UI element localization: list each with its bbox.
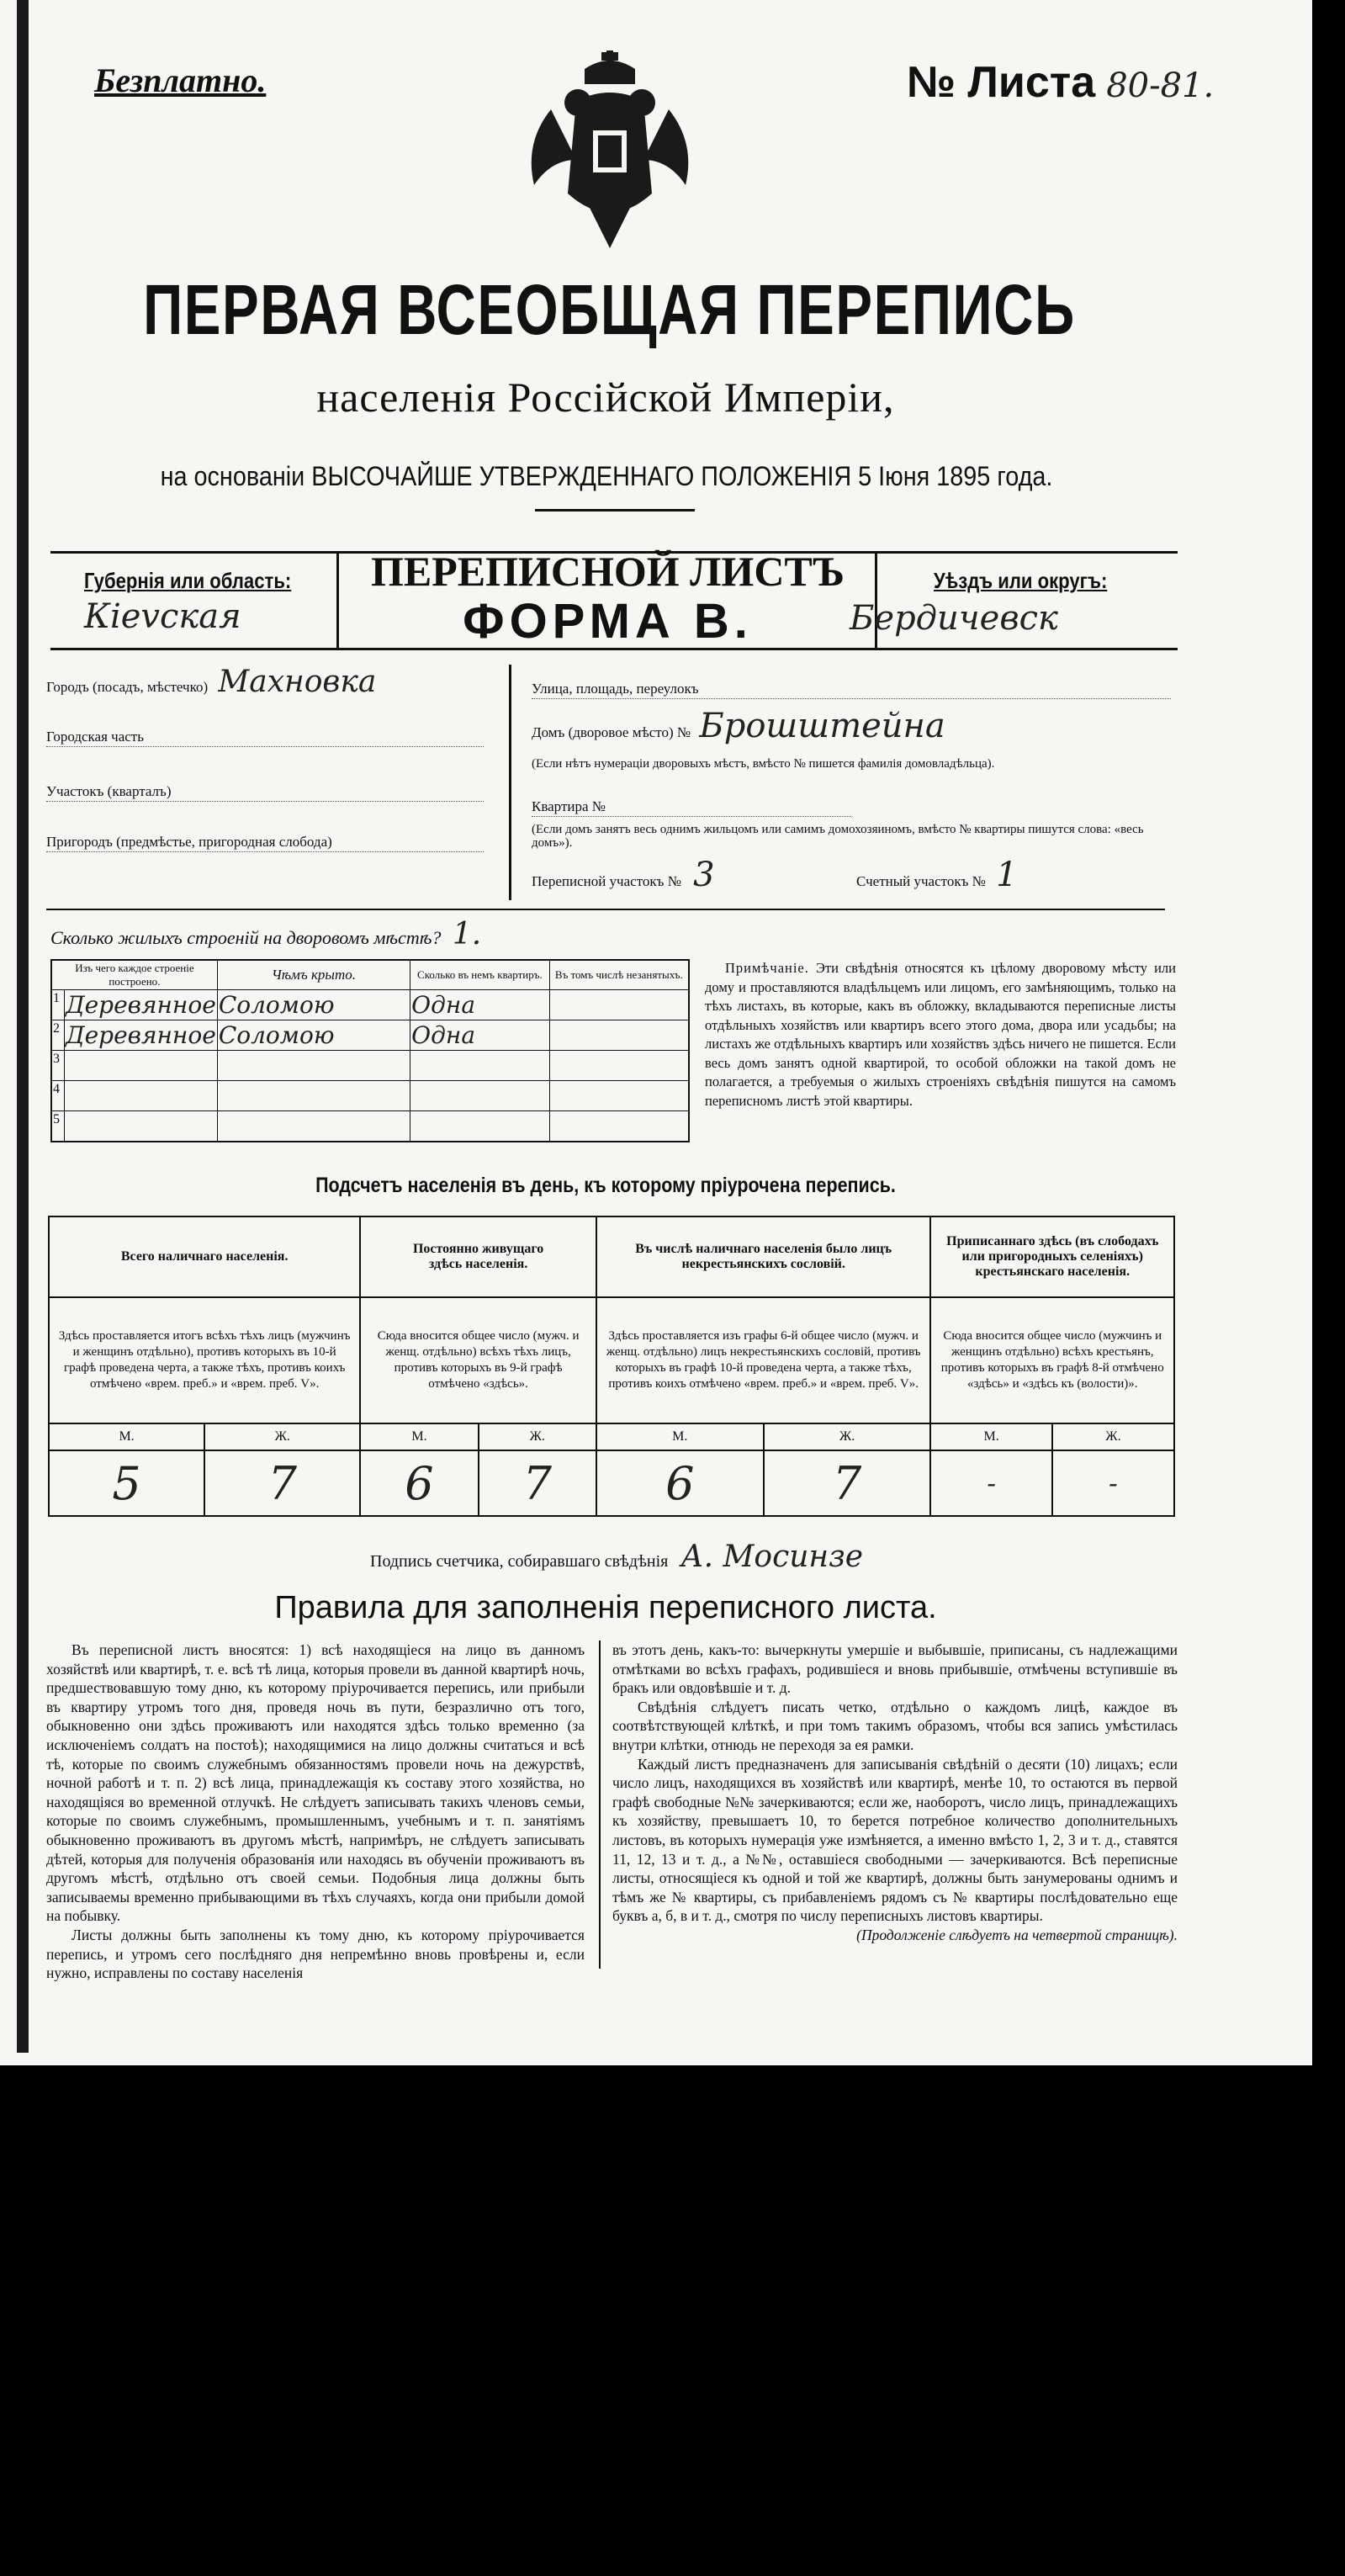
pop-header-peasant: Приписаннаго здѣсь (въ слободахъ или пригородныхъ селеніяхъ) крестьянскаго населенія. (930, 1216, 1174, 1297)
building-material (64, 1051, 217, 1081)
uezd-label: Уѣздъ или округъ: (934, 568, 1108, 593)
rules-paragraph: Листы должны быть заполнены къ тому дню, къ которому пріурочивается перепись, и утромъ сего послѣдняго дня непремѣнно вновь провѣрены и, если нужно, исправлены по составу населенія (46, 1926, 585, 1982)
pop-desc-permanent: Сюда вносится общее число (мужч. и женщ. отдѣльно) всѣхъ тѣхъ лицъ, противъ которыхъ въ 9-й графѣ отмѣчено «здѣсь». (360, 1297, 596, 1423)
buildings-table (50, 959, 690, 1142)
population-table (48, 1216, 1175, 1517)
building-material (64, 1081, 217, 1111)
building-apartments: Одна (410, 1020, 549, 1051)
buildings-header-vacant: Въ томъ числѣ незанятыхъ. (549, 960, 689, 990)
rules-title: Правила для заполненія переписного листа. (274, 1590, 937, 1625)
uezd-value: Бердичевск (850, 599, 1058, 638)
rules-paragraph: Въ переписной листъ вносятся: 1) всѣ находящіеся на лицо въ данномъ хозяйствѣ или квартирѣ, т. е. всѣ тѣ лица, которыя провели въ данной квартирѣ ночь, предшествовавшую тому дню, къ которому пріурочивается перепись, или прибыли въ квартиру утромъ того дня, проведя ночь въ пути, безразлично отъ того, обыкновенно они здѣсь проживаютъ или находятся здѣсь только временно (за исключеніемъ солдатъ на постоѣ); находящимися на лицо должны считаться и всѣ тѣ, которые по своимъ служебнымъ обязанностямъ провели ночь на дежурствѣ, ночной работѣ и т. п. 2) всѣ лица, принадлежащія къ составу этого хозяйства, но находящіяся во временной отлучкѣ. Не слѣдуетъ записывать такихъ членовъ семьи, которые по своимъ служебнымъ, промышленнымъ, учебнымъ и т. п. занятіямъ обыкновенно проживаютъ въ другомъ мѣстѣ, напримѣръ, не слѣдуетъ записывать дѣтей, которыя для полученія образованія или находясь въ обученіи проживаютъ въ другомъ мѣстѣ, отдѣльно отъ своей семьи. Подобныя лица должны быть записываемы временно прибывающими въ тѣхъ случаяхъ, когда они прибыли домой на побывку. (46, 1641, 585, 1925)
street-field (532, 680, 1171, 699)
census-section-field (532, 856, 851, 894)
counter-signature (370, 1540, 863, 1574)
building-vacant (549, 1020, 689, 1051)
house-note: (Если нѣтъ нумераціи дворовыхъ мѣстъ, вмѣсто № пишется фамилія домовладѣльца). (532, 757, 995, 771)
buildings-header-apartments: Сколько въ немъ квартиръ. (410, 960, 549, 990)
building-material (64, 1111, 217, 1142)
sheet-number (907, 57, 1214, 108)
list-title: ПЕРЕПИСНОЙ ЛИСТЪ (370, 548, 845, 595)
building-apartments: Одна (410, 990, 549, 1020)
peasant-male: - (930, 1450, 1051, 1516)
prigorod-label: Пригородъ (предмѣстье, пригородная слобода) (46, 834, 332, 850)
buildings-note (705, 959, 1176, 1110)
table-row (51, 1051, 689, 1081)
pop-desc-total: Здѣсь проставляется итогъ всѣхъ тѣхъ лицъ (мужчинъ и женщинъ отдѣльно), противъ которыхъ въ 10-й графѣ проведена черта, а также тѣхъ, противъ коихъ отмѣчено «врем. преб.» и «врем. преб. V». (49, 1297, 360, 1423)
apartment-field (532, 798, 851, 817)
free-label: Безплатно. (94, 61, 267, 99)
uchastok-field (46, 782, 484, 802)
signature-value: А. Мосинзе (680, 1540, 864, 1574)
buildings-header-material: Изъ чего каждое строеніе построено. (51, 960, 217, 990)
rules-left-column (46, 1640, 585, 1983)
city-value: Махновка (218, 665, 377, 699)
buildings-question-text: Сколько жилыхъ строеній на дворовомъ мѣстѣ? (50, 927, 442, 948)
f-label: Ж. (1052, 1423, 1174, 1450)
m-label: М. (360, 1423, 478, 1450)
note-body: Эти свѣдѣнія относятся къ цѣлому дворовому мѣсту или дому и проставляются владѣльцемъ или лицомъ, его замѣняющимъ, только на тѣхъ листахъ, въ которые, какъ въ обложку, вкладываются переписные листы отдѣльныхъ хозяйствъ или квартиръ всего этого дома, двора или усадьбы; на листахъ же отдѣльныхъ квартиръ или хозяйствъ здѣсь ничего не пишется. Если весь домъ занятъ одной квартирой, то особой обложки на такой домъ не полагается, а требуемыя о жилыхъ строеніяхъ свѣдѣнія пишутся на самомъ переписномъ листѣ этой квартиры. (705, 960, 1176, 1109)
row-number: 4 (51, 1081, 64, 1111)
count-section-value: 1 (996, 856, 1018, 894)
buildings-header-roof: Чѣмъ крыто. (217, 960, 410, 990)
page-title: ПЕРВАЯ ВСЕОБЩАЯ ПЕРЕПИСЬ (143, 270, 1076, 349)
m-label: М. (596, 1423, 764, 1450)
building-roof (217, 1111, 410, 1142)
building-roof (217, 1081, 410, 1111)
building-roof (217, 1051, 410, 1081)
table-row (51, 1020, 689, 1051)
pop-header-permanent: Постоянно живущаго здѣсь населенія. (360, 1216, 596, 1297)
district-field (46, 728, 484, 747)
rules-right-column (612, 1640, 1178, 1945)
count-section-field (856, 856, 1176, 894)
rules-paragraph: Каждый листъ предназначенъ для записыванія свѣдѣній о десяти (10) лицахъ; если число лицъ, находящихся въ хозяйствѣ или квартирѣ, менѣе 10, то остаются въ первой графѣ свободные №№ зачеркиваются; если же, наоборотъ, число лицъ, принадлежащихъ къ хозяйству, превышаетъ 10, то берется потребное количество дополнительныхъ листовъ, въ которыхъ нумерація уже измѣняется, а именно вмѣсто 1, 2, 3 и т. д., ставятся 11, 12, 13 и т. д., а №№, оставшіеся свободными — зачеркиваются. Всѣ переписные листы, относящіеся къ одной и той же квартирѣ, должны быть занумерованы однимъ и тѣмъ же № квартиры, съ прибавленіемъ рядомъ съ № квартиры послѣдовательно еще буквъ а, б, в и т. д., смотря по числу переписныхъ листовъ квартиры. (612, 1755, 1178, 1925)
uchastok-label: Участокъ (кварталъ) (46, 783, 172, 799)
building-vacant (549, 1081, 689, 1111)
house-label: Домъ (дворовое мѣсто) № (532, 724, 691, 740)
street-label: Улица, площадь, переулокъ (532, 681, 699, 697)
f-label: Ж. (479, 1423, 596, 1450)
row-number: 2 (51, 1020, 64, 1051)
building-roof: Соломою (217, 990, 410, 1020)
row-number: 3 (51, 1051, 64, 1081)
table-row (51, 1081, 689, 1111)
table-row (51, 990, 689, 1020)
pop-header-total: Всего наличнаго населенія. (49, 1216, 360, 1297)
row-number: 5 (51, 1111, 64, 1142)
rules-paragraph: въ этотъ день, какъ-то: вычеркнуты умершіе и выбывшіе, приписаны, съ надлежащими отмѣтками во всѣхъ графахъ, родившіеся и вновь прибывшіе, отмѣчены вступившіе въ бракъ или овдовѣвшіе и т. д. (612, 1641, 1178, 1697)
count-section-label: Счетный участокъ № (856, 873, 986, 889)
pop-desc-nonpeasant: Здѣсь проставляется изъ графы 6-й общее число (мужч. и женщ. отдѣльно) лицъ некрестьянскихъ сословій, противъ которыхъ въ графѣ 10-й проведена черта, а также тѣхъ, противъ коихъ отмѣчено «врем. преб.» и «врем. преб. V». (596, 1297, 931, 1423)
rules-continued: (Продолженіе слѣдуетъ на четвертой страницѣ). (856, 1926, 1178, 1943)
buildings-question (50, 917, 481, 951)
building-apartments (410, 1081, 549, 1111)
population-title: Подсчетъ населенія въ день, къ которому пріурочена перепись. (315, 1174, 896, 1197)
legal-basis: на основаніи ВЫСОЧАЙШЕ УТВЕРЖДЕННАГО ПОЛОЖЕНІЯ 5 Іюня 1895 года. (160, 461, 1053, 491)
double-headed-eagle-icon (517, 50, 702, 252)
form-name: ФОРМА В. (463, 594, 753, 649)
sheet-number-value: 80-81. (1106, 66, 1215, 105)
house-field (532, 707, 1171, 745)
m-label: М. (930, 1423, 1051, 1450)
total-female: 7 (204, 1450, 360, 1516)
note-title: Примѣчаніе. (725, 960, 809, 976)
buildings-answer: 1. (452, 917, 482, 951)
table-row (51, 1111, 689, 1142)
nonpeasant-male: 6 (596, 1450, 764, 1516)
pop-desc-peasant: Сюда вносится общее число (мужчинъ и женщинъ отдѣльно) всѣхъ крестьянъ, противъ которыхъ въ графѣ 8-й отмѣчено «здѣсь» и «здѣсь къ (волости)». (930, 1297, 1174, 1423)
apartment-label: Квартира № (532, 798, 606, 814)
permanent-male: 6 (360, 1450, 478, 1516)
building-apartments (410, 1111, 549, 1142)
building-material: Деревянное (65, 1021, 216, 1049)
gubernia-value: Кievская (84, 597, 241, 636)
signature-label: Подпись счетчика, собиравшаго свѣдѣнія (370, 1552, 669, 1571)
f-label: Ж. (204, 1423, 360, 1450)
building-roof: Соломою (217, 1020, 410, 1051)
census-section-label: Переписной участокъ № (532, 873, 681, 889)
city-label: Городъ (посадъ, мѣстечко) (46, 679, 209, 695)
rules-paragraph: Свѣдѣнія слѣдуетъ писать четко, отдѣльно о каждомъ лицѣ, каждое въ соотвѣтствующей клѣткѣ, и при томъ такимъ образомъ, чтобы вся запись умѣстилась внутри клѣтки, отнюдь не переходя за ея рамки. (612, 1698, 1178, 1753)
building-vacant (549, 1051, 689, 1081)
census-section-value: 3 (693, 856, 715, 894)
sheet-number-label: № Листа (907, 58, 1096, 107)
gubernia-label: Губернія или область: (84, 568, 292, 593)
permanent-female: 7 (479, 1450, 596, 1516)
nonpeasant-female: 7 (764, 1450, 931, 1516)
m-label: М. (49, 1423, 204, 1450)
binding-edge (17, 0, 29, 2053)
building-vacant (549, 990, 689, 1020)
city-field (46, 665, 500, 699)
page-subtitle: населенія Россійской Имперіи, (316, 374, 895, 421)
total-male: 5 (49, 1450, 204, 1516)
row-number: 1 (51, 990, 64, 1020)
apartment-note: (Если домъ занятъ весь однимъ жильцомъ или самимъ домохозяиномъ, вмѣсто № квартиры пишутся слова: «весь домъ»). (532, 823, 1144, 850)
building-material: Деревянное (65, 991, 216, 1019)
house-value: Брошштейна (699, 707, 945, 745)
peasant-female: - (1052, 1450, 1174, 1516)
building-apartments (410, 1051, 549, 1081)
f-label: Ж. (764, 1423, 931, 1450)
prigorod-field (46, 833, 484, 852)
district-label: Городская часть (46, 729, 144, 745)
building-vacant (549, 1111, 689, 1142)
pop-header-nonpeasant: Въ числѣ наличнаго населенія было лицъ некрестьянскихъ сословій. (596, 1216, 931, 1297)
